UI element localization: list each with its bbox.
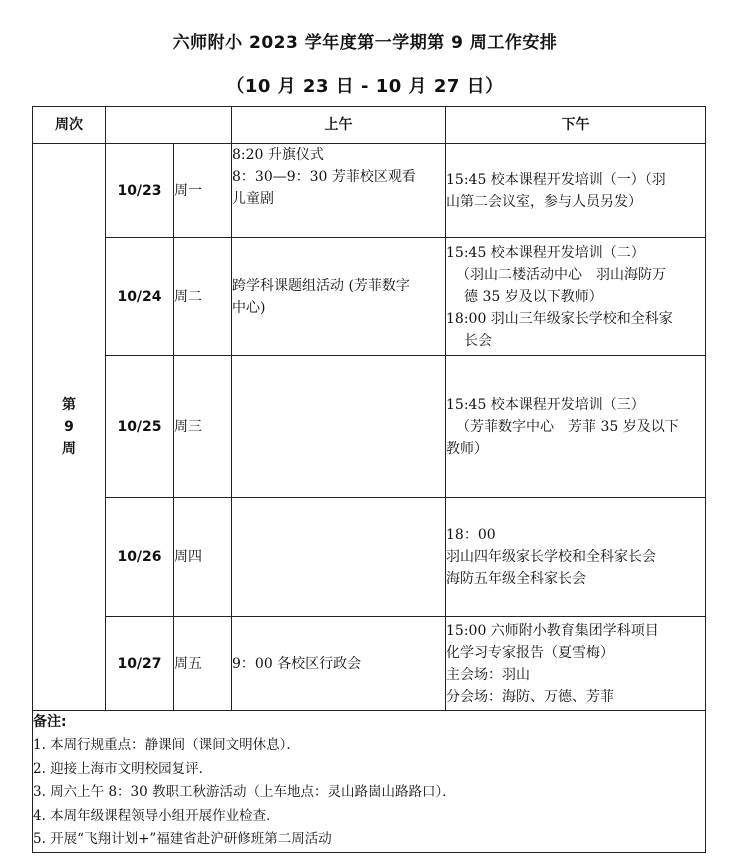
afternoon-cell <box>446 238 706 356</box>
week-number-cell <box>33 144 106 711</box>
notes-row <box>33 711 706 853</box>
week-label-part: 周 <box>62 441 76 457</box>
date-cell: 10/26 <box>106 498 174 617</box>
table-row <box>33 144 706 238</box>
date-cell: 10/23 <box>106 144 174 238</box>
event-line: 8：30—9：30 芳菲校区观看 <box>232 169 416 185</box>
afternoon-cell <box>446 617 706 711</box>
note-item: 2. 迎接上海市文明校园复评． <box>33 760 213 777</box>
event-line: （羽山二楼活动中心 羽山海防万 <box>456 266 666 283</box>
event-line: 分会场：海防、万德、芳菲 <box>446 688 614 705</box>
event-line: 儿童剧 <box>232 191 274 207</box>
morning-cell <box>232 144 446 238</box>
table-row <box>33 238 706 356</box>
date-cell: 10/27 <box>106 617 174 711</box>
event-line: 德 35 岁及以下教师） <box>464 288 603 305</box>
event-line: 9：00 各校区行政会 <box>232 655 362 672</box>
event-line: 跨学科课题组活动 (芳菲数字 <box>232 277 410 294</box>
weekday-cell: 周三 <box>174 356 232 498</box>
header-afternoon: 下午 <box>446 107 706 144</box>
header-week: 周次 <box>33 107 106 144</box>
event-line: 15:45 校本课程开发培训（一）（羽 <box>446 171 666 188</box>
event-line: 8:20 升旗仪式 <box>232 147 324 163</box>
schedule-table <box>32 106 706 853</box>
table-row <box>33 498 706 617</box>
event-line: 中心) <box>232 299 266 316</box>
header-morning: 上午 <box>232 107 446 144</box>
event-line: 化学习专家报告（夏雪梅） <box>446 644 614 661</box>
date-cell: 10/24 <box>106 238 174 356</box>
event-line: 15:00 六师附小教育集团学科项目 <box>446 622 659 639</box>
date-cell: 10/25 <box>106 356 174 498</box>
afternoon-cell <box>446 144 706 238</box>
note-item: 1. 本周行规重点：静课间（课间文明休息）． <box>33 737 300 753</box>
morning-cell <box>232 617 446 711</box>
weekday-cell: 周五 <box>174 617 232 711</box>
morning-cell <box>232 356 446 498</box>
weekday-cell: 周二 <box>174 238 232 356</box>
event-line: 15:45 校本课程开发培训（二） <box>446 244 645 261</box>
event-line: 教师） <box>446 440 488 457</box>
weekday-cell: 周一 <box>174 144 232 238</box>
afternoon-cell <box>446 356 706 498</box>
table-row <box>33 617 706 711</box>
note-item: 5. 开展“飞翔计划+”福建省赴沪研修班第二周活动 <box>33 831 332 847</box>
event-line: （芳菲数字中心 芳菲 35 岁及以下 <box>456 418 679 435</box>
event-line: 15:45 校本课程开发培训（三） <box>446 396 645 413</box>
morning-cell <box>232 238 446 356</box>
weekday-cell: 周四 <box>174 498 232 617</box>
event-line: 海防五年级全科家长会 <box>446 571 586 587</box>
event-line: 羽山四年级家长学校和全科家长会 <box>446 549 656 565</box>
afternoon-cell <box>446 498 706 617</box>
event-line: 18：00 <box>446 527 496 543</box>
header-row <box>33 107 706 144</box>
event-line: 长会 <box>464 332 492 349</box>
event-line: 18:00 羽山三年级家长学校和全科家 <box>446 310 673 327</box>
table-row <box>33 356 706 498</box>
morning-cell <box>232 498 446 617</box>
event-line: 主会场：羽山 <box>446 666 530 683</box>
document-title: 六师附小 2023 学年度第一学期第 9 周工作安排 <box>172 33 558 53</box>
note-item: 4. 本周年级课程领导小组开展作业检查． <box>33 807 280 824</box>
notes-cell <box>33 711 706 853</box>
notes-title: 备注: <box>33 714 67 730</box>
header-date-day <box>106 107 232 144</box>
event-line: 山第二会议室，参与人员另发） <box>446 193 642 210</box>
week-label-part: 第 <box>62 397 76 413</box>
note-item: 3. 周六上午 8：30 教职工秋游活动（上车地点：灵山路崮山路路口）． <box>33 784 456 800</box>
date-range-subtitle: （10 月 23 日 - 10 月 27 日） <box>226 76 504 97</box>
week-label-part: 9 <box>64 419 74 435</box>
